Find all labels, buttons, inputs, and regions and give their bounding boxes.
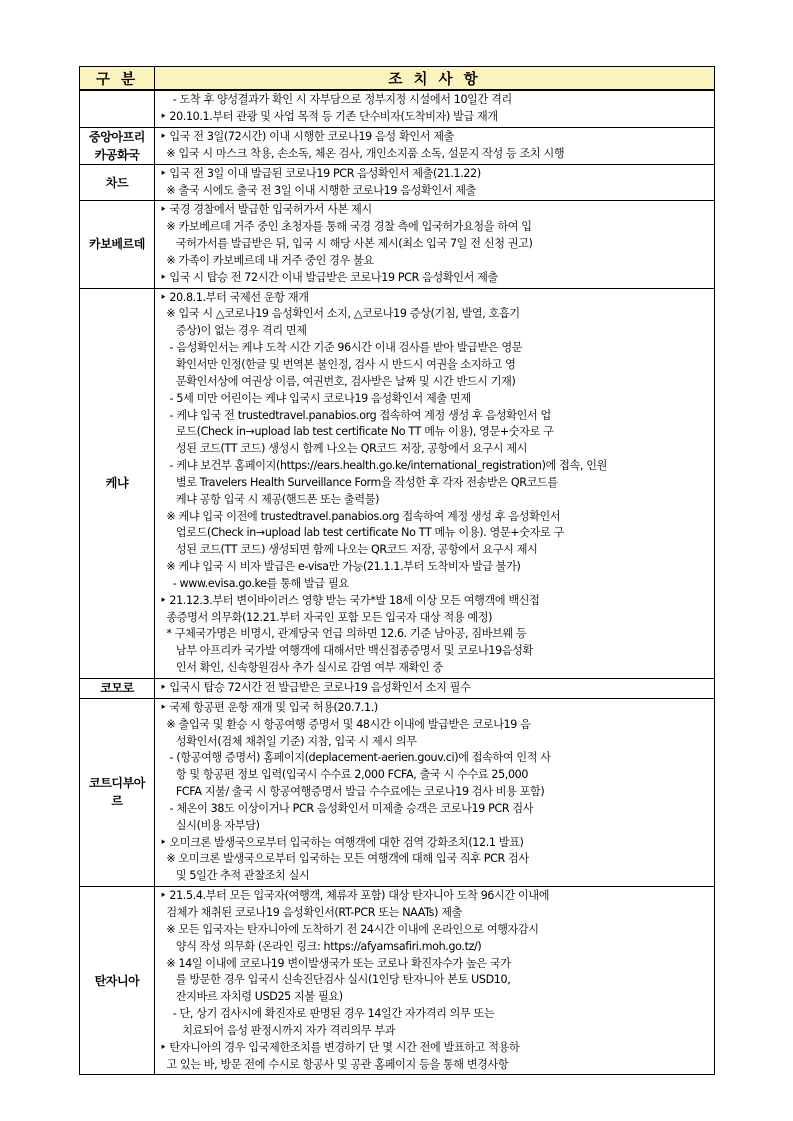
- country-name: 코트디부아르: [89, 776, 145, 809]
- measure-line: - 케냐 입국 전 trustedtravel.panabios.org 접속하여 계정 생성 후 음성확인서 업: [160, 408, 551, 422]
- measure-line: - 케냐 보건부 홈페이지(https://ears.health.go.ke/international_registration)에 접속, 인원: [160, 459, 607, 473]
- header-category: 구 분: [80, 67, 155, 91]
- measure-line: 치료되어 음성 판정시까지 자가 격리의무 부과: [160, 1023, 396, 1037]
- measure-line: 인서 확인, 신속항원검사 추가 실시로 감염 여부 재확인 중: [160, 661, 443, 675]
- measures-cell: [155, 164, 715, 201]
- measure-line: - 5세 미만 어린이는 케냐 입국시 코로나19 음성확인서 제출 면제: [160, 391, 471, 405]
- measure-line: ※ 모든 입국자는 탄자니아에 도착하기 전 24시간 이내에 온라인으로 여행자감시: [160, 922, 539, 936]
- country-name: 중앙아프리카공화국: [89, 129, 145, 162]
- country-cell: [80, 164, 155, 201]
- measures-cell: [155, 288, 715, 678]
- measure-line: 양식 작성 의무화 (온라인 링크: https://afyamsafiri.moh.go.tz/): [160, 939, 482, 953]
- measure-line: ‣ 20.8.1.부터 국제선 운항 재개: [160, 290, 309, 304]
- country-name: 카보베르데: [89, 237, 145, 252]
- measure-line: ‣ 탄자니아의 경우 입국제한조치를 변경하기 단 몇 시간 전에 발표하고 적용하: [160, 1040, 520, 1054]
- measure-line: 별로 Travelers Health Surveillance Form을 작성한 후 각자 전송받은 QR코드를: [160, 475, 558, 489]
- measure-line: 및 5일간 추적 관찰조치 실시: [160, 869, 310, 883]
- measure-line: 검체가 채취된 코로나19 음성확인서(RT-PCR 또는 NAATs) 제출: [160, 905, 462, 919]
- measure-line: 고 있는 바, 방문 전에 수시로 항공사 및 공관 홈페이지 등을 통해 변경사항: [160, 1057, 509, 1071]
- measure-line: - 단, 상기 검사시에 확진자로 판명된 경우 14일간 자가격리 의무 또는: [160, 1007, 495, 1021]
- measures-cell: [155, 90, 715, 127]
- table-row: [80, 90, 715, 127]
- country-cell: [80, 127, 155, 164]
- table-body: [80, 90, 715, 1075]
- measure-line: 확인서만 인정(한글 및 번역본 불인정, 검사 시 반드시 여권을 소지하고 영: [160, 357, 516, 371]
- measure-line: 성확인서(검체 채취일 기준) 지참, 입국 시 제시 의무: [160, 734, 417, 748]
- measure-line: 국허가서를 발급받은 뒤, 입국 시 해당 사본 제시(최소 입국 7일 전 신청 권고): [160, 237, 533, 251]
- table-row: [80, 887, 715, 1075]
- measure-line: 종증명서 의무화(12.21.부터 자국인 포함 모든 입국자 대상 적용 예정): [160, 610, 493, 624]
- measures-cell: [155, 887, 715, 1075]
- measure-line: ‣ 국경 경찰에서 발급한 입국허가서 사본 제시: [160, 203, 372, 217]
- measure-line: 케냐 공항 입국 시 제공(핸드폰 또는 출력물): [160, 492, 380, 506]
- table-header-row: [80, 67, 715, 91]
- measure-line: 성된 코드(TT 코드) 생성시 함께 나오는 QR코드 저장, 공항에서 요구시 제시: [160, 442, 528, 456]
- measure-line: ※ 출국 시에도 출국 전 3일 이내 시행한 코로나19 음성확인서 제출: [160, 183, 476, 197]
- measure-line: - 도착 후 양성결과가 확인 시 자부담으로 정부지정 시설에서 10일간 격리: [160, 93, 512, 106]
- country-cell: [80, 698, 155, 886]
- measure-line: ‣ 21.5.4.부터 모든 입국자(여행객, 체류자 포함) 대상 탄자니아 도착 96시간 이내에: [160, 889, 550, 903]
- measure-line: 성된 코드(TT 코드) 생성되면 함께 나오는 QR코드 저장, 공항에서 요구시 제시: [160, 543, 538, 557]
- measure-line: ※ 입국 시 마스크 착용, 손소독, 체온 검사, 개인소지품 소독, 설문지 작성 등 조치 시행: [160, 146, 565, 160]
- measure-line: - 체온이 38도 이상이거나 PCR 음성확인서 미제출 승객은 코로나19 PCR 검사: [160, 801, 534, 815]
- measure-line: ※ 케냐 입국 시 비자 발급은 e-visa만 가능(21.1.1.부터 도착비자 발급 불가): [160, 560, 521, 574]
- country-name: 케냐: [105, 476, 129, 491]
- measure-line: - www.evisa.go.ke를 통해 발급 필요: [160, 576, 349, 590]
- country-name: 코모로: [100, 681, 134, 696]
- entry-measures-table: [79, 66, 715, 1075]
- table-row: [80, 164, 715, 201]
- country-cell: [80, 887, 155, 1075]
- measures-cell: [155, 679, 715, 699]
- country-cell: [80, 90, 155, 127]
- measure-line: FCFA 지불/ 출국 시 항공여행증명서 발급 수수료에는 코로나19 검사 비용 포함): [160, 785, 545, 799]
- measure-line: - (항공여행 증명서) 홈페이지(deplacement-aerien.gouv.ci)에 접속하여 인적 사: [160, 751, 551, 765]
- measure-line: ‣ 입국시 탑승 72시간 전 발급받은 코로나19 음성확인서 소지 필수: [160, 681, 471, 694]
- measure-line: 문확인서상에 여권상 이름, 여권번호, 검사받은 날짜 및 시간 반드시 기재): [160, 374, 516, 388]
- measure-line: 를 방문한 경우 입국시 신속진단검사 실시(1인당 탄자니아 본토 USD10,: [160, 973, 511, 987]
- measure-line: ※ 카보베르데 거주 중인 초청자를 통해 국경 경찰 측에 입국허가요청을 하여 입: [160, 220, 532, 234]
- measures-cell: [155, 201, 715, 288]
- country-cell: [80, 201, 155, 288]
- measure-line: 남부 아프리카 국가발 여행객에 대해서만 백신접종증명서 및 코로나19음성확: [160, 644, 533, 658]
- measures-cell: [155, 127, 715, 164]
- measure-line: ‣ 입국 시 탑승 전 72시간 이내 발급받은 코로나19 PCR 음성확인서 제출: [160, 270, 498, 284]
- country-cell: [80, 288, 155, 678]
- measure-line: 업로드(Check in→upload lab test certificate No TT 메뉴 이용). 영문+숫자로 구: [160, 526, 564, 540]
- table-row: [80, 288, 715, 678]
- measure-line: 항 및 항공편 정보 입력(입국시 수수료 2,000 FCFA, 출국 시 수수료 25,000: [160, 768, 529, 782]
- measure-line: ‣ 입국 전 3일 이내 발급된 코로나19 PCR 음성확인서 제출(21.1.22): [160, 166, 481, 180]
- country-cell: [80, 679, 155, 699]
- measure-line: ※ 14일 이내에 코로나19 변이발생국가 또는 코로나 확진자수가 높은 국가: [160, 956, 511, 970]
- measure-line: ‣ 국제 항공편 운항 재개 및 입국 허용(20.7.1.): [160, 700, 378, 714]
- measure-line: 증상)이 없는 경우 격리 면제: [160, 324, 307, 338]
- header-measures: 조 치 사 항: [155, 67, 715, 91]
- measure-line: 잔지바르 자치령 USD25 지불 필요): [160, 990, 343, 1004]
- measure-line: ※ 출입국 및 환승 시 항공여행 증명서 및 48시간 이내에 발급받은 코로나19 음: [160, 717, 531, 731]
- measure-line: * 구체국가명은 비명시, 관계당국 언급 의하면 12.6. 기준 남아공, 짐바브웨 등: [160, 627, 527, 641]
- measure-line: ‣ 입국 전 3일(72시간) 이내 시행한 코로나19 음성 확인서 제출: [160, 129, 454, 143]
- table-row: [80, 201, 715, 288]
- measure-line: ※ 가족이 카보베르데 내 거주 중인 경우 불요: [160, 253, 374, 267]
- table-row: [80, 127, 715, 164]
- measure-line: 실시(비용 자부담): [160, 818, 260, 832]
- measure-line: ‣ 오미크론 발생국으로부터 입국하는 여행객에 대한 검역 강화조치(12.1 발표): [160, 835, 524, 849]
- country-name: 차드: [105, 175, 129, 190]
- measures-cell: [155, 698, 715, 886]
- measure-line: ※ 케냐 입국 이전에 trustedtravel.panabios.org 접속하여 계정 생성 후 음성확인서: [160, 509, 561, 523]
- measure-line: ‣ 21.12.3.부터 변이바이러스 영향 받는 국가*발 18세 이상 모든 여행객에 백신접: [160, 593, 540, 607]
- measure-line: 로드(Check in→upload lab test certificate No TT 메뉴 이용), 영문+숫자로 구: [160, 425, 554, 439]
- measure-line: ※ 입국 시 △코로나19 음성확인서 소지, △코로나19 증상(기침, 발열, 호흡기: [160, 307, 520, 321]
- measure-line: ※ 오미크론 발생국으로부터 입국하는 모든 여행객에 대해 입국 직후 PCR 검사: [160, 852, 529, 866]
- measure-line: - 음성확인서는 케냐 도착 시간 기준 96시간 이내 검사를 받아 발급받은 영문: [160, 341, 523, 355]
- measure-line: ‣ 20.10.1.부터 관광 및 사업 목적 등 기존 단수비자(도착비자) 발급 재개: [160, 109, 498, 123]
- table-row: [80, 679, 715, 699]
- table-row: [80, 698, 715, 886]
- country-name: 탄자니아: [94, 973, 140, 988]
